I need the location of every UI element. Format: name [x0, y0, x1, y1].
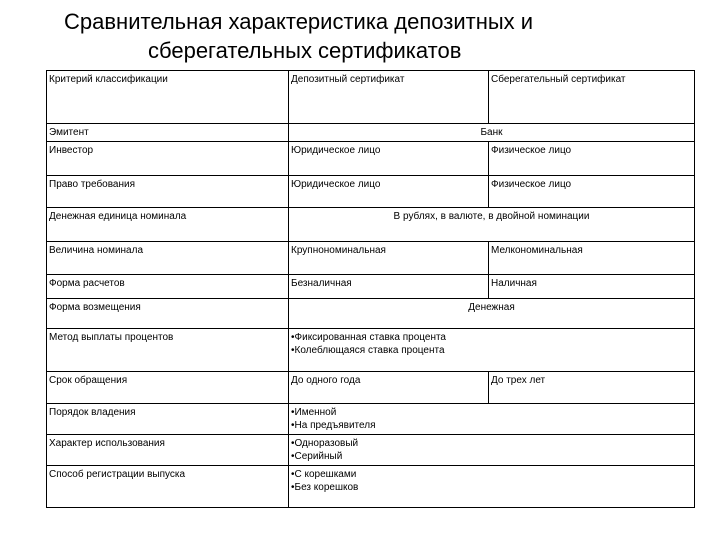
list-item: •Колеблющаяся ставка процента — [291, 345, 445, 356]
row-deposit-value: До одного года — [289, 372, 489, 404]
table-row-usage — [47, 435, 695, 466]
row-label: Право требования — [47, 176, 289, 208]
row-label: Форма расчетов — [47, 275, 289, 299]
row-label: Срок обращения — [47, 372, 289, 404]
row-deposit-value: Юридическое лицо — [289, 176, 489, 208]
list-item: •Без корешков — [291, 482, 359, 493]
row-merged-list — [289, 404, 695, 435]
row-merged-value: Банк — [289, 124, 695, 142]
row-label: Метод выплаты процентов — [47, 329, 289, 372]
row-savings-value: Физическое лицо — [489, 142, 695, 176]
table-row-term — [47, 372, 695, 404]
row-savings-value: Мелкономинальная — [489, 242, 695, 275]
title-line-2: сберегательных сертификатов — [148, 38, 462, 63]
header-deposit: Депозитный сертификат — [289, 71, 489, 124]
row-savings-value: Физическое лицо — [489, 176, 695, 208]
row-label: Денежная единица номинала — [47, 208, 289, 242]
table-row-ownership — [47, 404, 695, 435]
table-row-registration — [47, 466, 695, 508]
row-label: Способ регистрации выпуска — [47, 466, 289, 508]
row-label: Эмитент — [47, 124, 289, 142]
list-item: •Фиксированная ставка процента — [291, 332, 446, 343]
row-merged-list — [289, 329, 695, 372]
comparison-table — [46, 70, 695, 508]
table-row-issuer — [47, 124, 695, 142]
list-item: •С корешками — [291, 469, 357, 480]
table-row-currency — [47, 208, 695, 242]
row-merged-list — [289, 466, 695, 508]
list-item: •На предъявителя — [291, 420, 376, 431]
list-item: •Серийный — [291, 451, 343, 462]
row-deposit-value: Юридическое лицо — [289, 142, 489, 176]
table-row-investor — [47, 142, 695, 176]
table-header-row — [47, 71, 695, 124]
table-row-settlement — [47, 275, 695, 299]
header-savings: Сберегательный сертификат — [489, 71, 695, 124]
row-label: Порядок владения — [47, 404, 289, 435]
row-deposit-value: Крупнономинальная — [289, 242, 489, 275]
row-merged-value: Денежная — [289, 299, 695, 329]
row-label: Инвестор — [47, 142, 289, 176]
list-item: •Одноразовый — [291, 438, 359, 449]
table-row-nominal-size — [47, 242, 695, 275]
title-line-1: Сравнительная характеристика депозитных и — [64, 9, 534, 34]
row-merged-list — [289, 435, 695, 466]
list-item: •Именной — [291, 407, 337, 418]
row-label: Форма возмещения — [47, 299, 289, 329]
row-savings-value: До трех лет — [489, 372, 695, 404]
table-row-redemption — [47, 299, 695, 329]
header-criterion: Критерий классификации — [47, 71, 289, 124]
row-label: Характер использования — [47, 435, 289, 466]
row-merged-value: В рублях, в валюте, в двойной номинации — [289, 208, 695, 242]
row-savings-value: Наличная — [489, 275, 695, 299]
table-row-interest — [47, 329, 695, 372]
row-label: Величина номинала — [47, 242, 289, 275]
table-row-claim-right — [47, 176, 695, 208]
row-deposit-value: Безналичная — [289, 275, 489, 299]
